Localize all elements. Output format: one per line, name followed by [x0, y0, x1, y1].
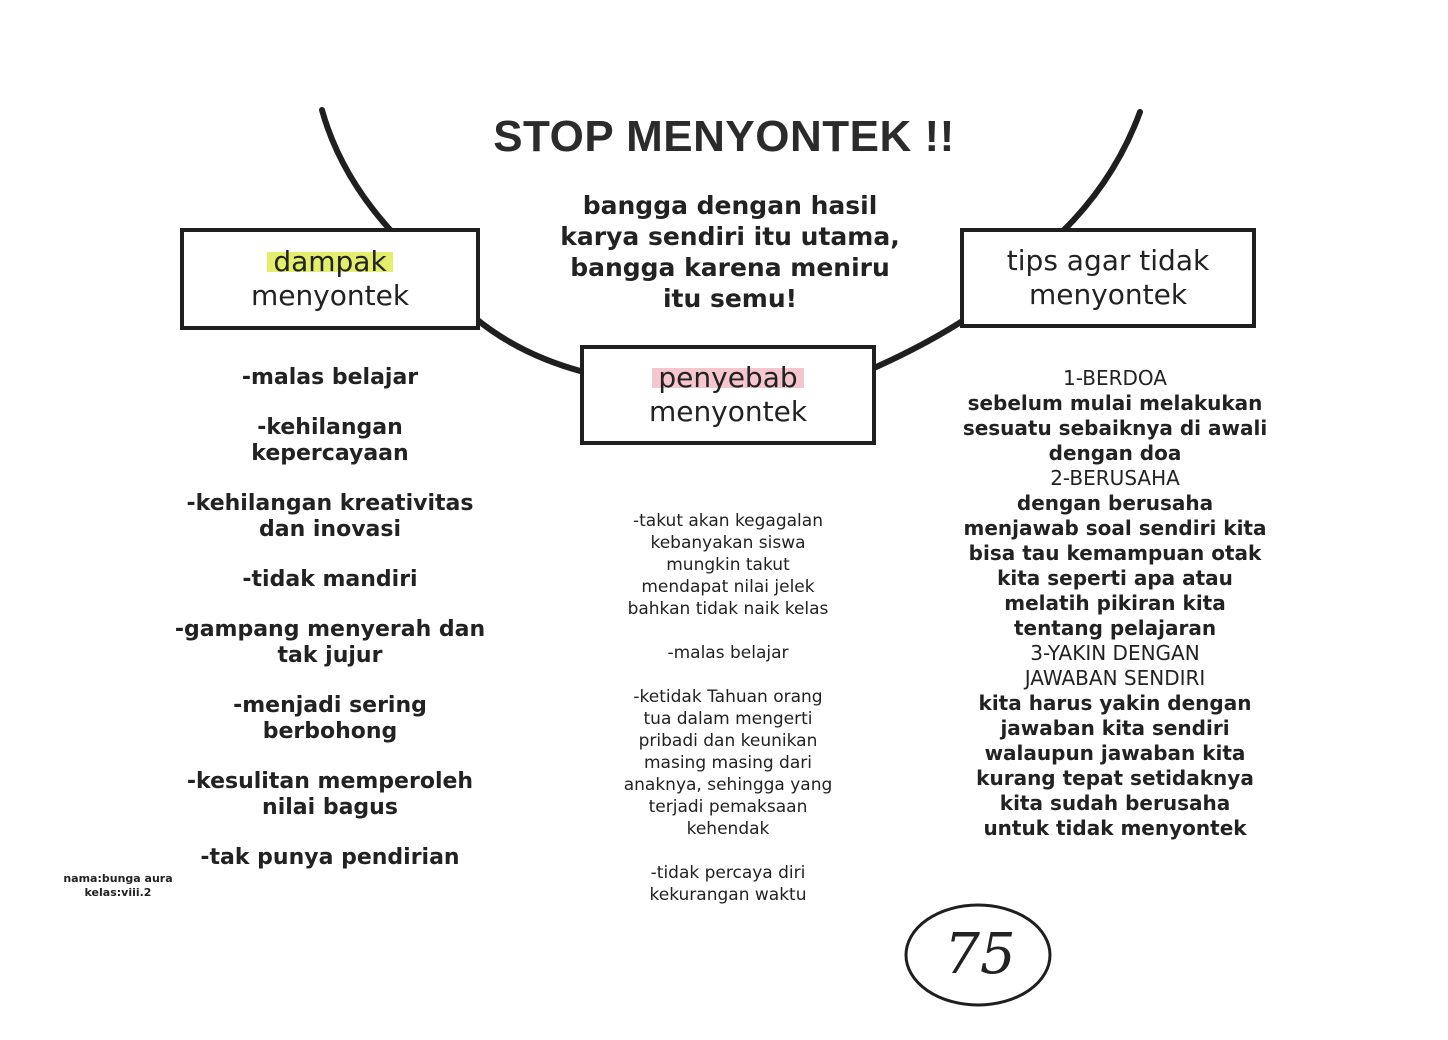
box-dampak: dampak menyontek	[180, 228, 480, 330]
tips-body: kita harus yakin dengan jawaban kita sendiri walaupun jawaban kita kurang tepat setidaknya kita sudah berusaha untuk tidak menyontek	[976, 691, 1254, 840]
motto-quote: bangga dengan hasil karya sendiri itu utama, bangga karena meniru itu semu!	[560, 191, 900, 313]
penyebab-item: -takut akan kegagalan kebanyakan siswa mungkin takut mendapat nilai jelek bahkan tidak naik kelas	[627, 511, 829, 619]
tips-heading: 1-BERDOA	[1063, 366, 1167, 390]
dampak-item: -kehilangan kepercayaan	[251, 415, 409, 466]
dampak-item: -kehilangan kreativitas dan inovasi	[186, 491, 474, 542]
page-number: 75	[900, 900, 1060, 1010]
penyebab-list	[588, 510, 868, 928]
penyebab-item: -tidak percaya diri kekurangan waktu	[649, 863, 807, 905]
student-signature: nama:bunga aura kelas:viii.2	[63, 872, 173, 899]
dampak-item: -kesulitan memperoleh nilai bagus	[186, 769, 474, 820]
penyebab-item: -malas belajar	[667, 643, 789, 663]
box-tips: tips agar tidak menyontek	[960, 228, 1256, 328]
dampak-list	[170, 365, 490, 895]
dampak-item: -gampang menyerah dan tak jujur	[174, 617, 486, 668]
page-title: STOP MENYONTEK !!	[493, 112, 955, 161]
dampak-item: -malas belajar	[241, 365, 419, 390]
dampak-item: -tak punya pendirian	[200, 845, 460, 870]
penyebab-item: -ketidak Tahuan orang tua dalam mengerti pribadi dan keunikan masing masing dari anaknya, sehingga yang terjadi pemaksaan kehendak	[623, 687, 833, 839]
tips-list	[950, 366, 1280, 841]
box-penyebab: penyebab menyontek	[580, 345, 876, 445]
tips-body: dengan berusaha menjawab soal sendiri kita bisa tau kemampuan otak kita seperti apa atau melatih pikiran kita tentang pelajaran	[963, 491, 1267, 640]
tips-body: sebelum mulai melakukan sesuatu sebaiknya di awali dengan doa	[962, 391, 1268, 465]
dampak-item: -menjadi sering berbohong	[233, 693, 427, 744]
tips-heading: 3-YAKIN DENGAN JAWABAN SENDIRI	[1024, 641, 1206, 690]
tips-heading: 2-BERUSAHA	[1050, 466, 1180, 490]
dampak-item: -tidak mandiri	[242, 567, 418, 592]
